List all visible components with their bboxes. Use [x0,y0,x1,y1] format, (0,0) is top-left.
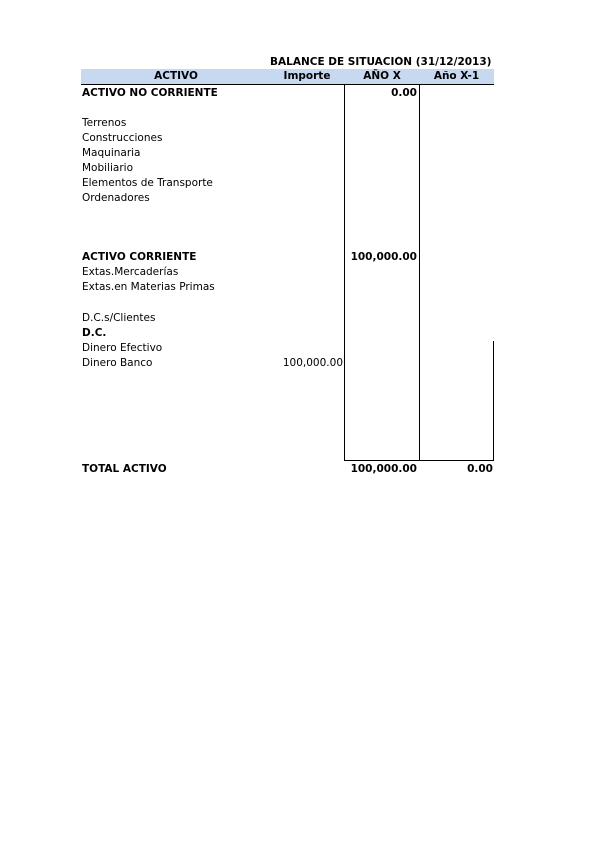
header-anio-x: AÑO X [363,70,401,82]
column-border-right [493,341,494,461]
value-total-anio-x: 100,000.00 [350,463,417,475]
total-top-border [344,460,494,461]
row-ordenadores: Ordenadores [82,192,150,204]
row-terrenos: Terrenos [82,117,127,129]
row-extas-mercaderias: Extas.Mercaderías [82,266,179,278]
row-dc: D.C. [82,327,107,339]
header-importe: Importe [283,70,331,82]
value-total-anio-x1: 0.00 [467,463,493,475]
value-dinero-banco-importe: 100,000.00 [282,357,343,369]
header-anio-x1: Año X-1 [433,70,480,82]
sheet-title: BALANCE DE SITUACIÓN (31/12/2013) [270,56,492,68]
row-dinero-banco: Dinero Banco [82,357,153,369]
row-total-activo: TOTAL ACTIVO [82,463,167,475]
row-mobiliario: Mobiliario [82,162,133,174]
row-dcs-clientes: D.C.s/Clientes [82,312,156,324]
row-construcciones: Construcciones [82,132,163,144]
row-elementos-transporte: Elementos de Transporte [82,177,213,189]
column-border-middle [419,85,420,461]
column-border-left [344,85,345,461]
header-activo: ACTIVO [154,70,198,82]
row-activo-corriente: ACTIVO CORRIENTE [82,251,197,263]
row-activo-no-corriente: ACTIVO NO CORRIENTE [82,87,218,99]
row-dinero-efectivo: Dinero Efectivo [82,342,163,354]
value-corriente-anio-x: 100,000.00 [350,251,417,263]
row-maquinaria: Maquinaria [82,147,141,159]
row-extas-materias-primas: Extas.en Materias Primas [82,281,215,293]
column-header-row [81,69,494,85]
value-no-corriente-anio-x: 0.00 [391,87,417,99]
